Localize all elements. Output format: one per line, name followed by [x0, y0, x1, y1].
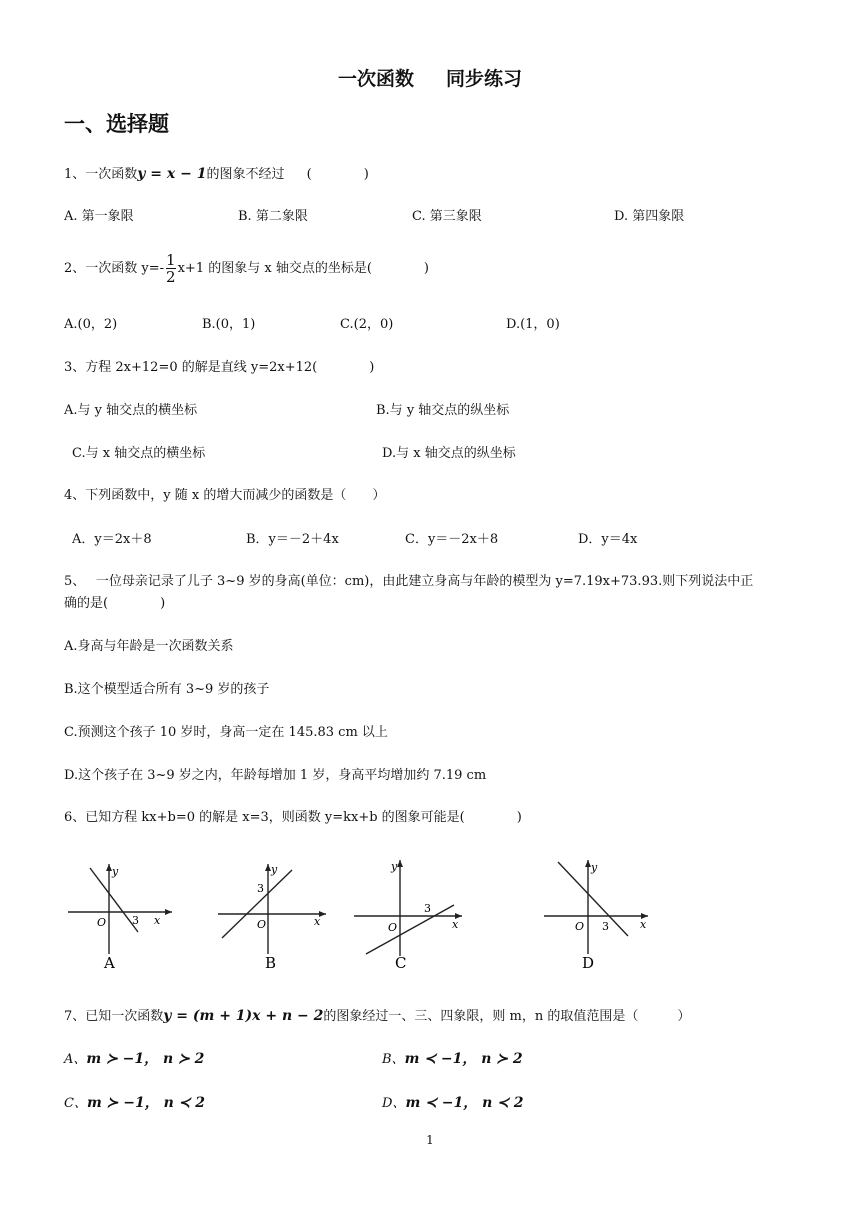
title-part-2: 同步练习 — [446, 68, 523, 90]
page-number: 1 — [426, 1133, 434, 1147]
q2-frac-den: 2 — [166, 268, 176, 286]
q7-stem-a: 7、已知一次函数 — [64, 1009, 164, 1024]
q3-stem: 3、方程 2x+12=0 的解是直线 y=2x+12( ) — [64, 360, 375, 375]
origin-label: O — [97, 916, 107, 929]
q6-figure-c — [350, 856, 470, 973]
q5-option-c: C.预测这个孩子 10 岁时，身高一定在 145.83 cm 以上 — [64, 725, 388, 740]
tick-3-label: 3 — [132, 914, 139, 927]
q4-option-d: D．y＝4x — [578, 532, 638, 547]
q1-option-b: B. 第二象限 — [238, 209, 308, 224]
y-axis-arrow — [397, 860, 403, 867]
q1-stem-b: 的图象不经过 — [206, 167, 285, 182]
page-title — [0, 64, 860, 91]
y-label: y — [391, 860, 398, 873]
q4-stem: 4、下列函数中，y 随 x 的增大而减少的函数是（ ） — [64, 488, 386, 503]
q1-option-a: A. 第一象限 — [64, 209, 134, 224]
q5-option-a: A.身高与年龄是一次函数关系 — [64, 639, 234, 654]
x-axis-arrow — [165, 909, 172, 915]
x-label: x — [154, 914, 161, 927]
q3-option-a: A.与 y 轴交点的横坐标 — [64, 403, 198, 418]
q7-option-d-expr: m ≺ −1， n ≺ 2 — [405, 1095, 524, 1111]
figure-caption: A — [104, 954, 115, 972]
q7-option-a-expr: m ≻ −1， n ≻ 2 — [86, 1051, 205, 1067]
figure-caption: D — [582, 954, 595, 972]
y-label: y — [271, 863, 278, 876]
x-label: x — [452, 918, 459, 931]
q2-stem-a: 2、一次函数 y=- — [64, 261, 165, 276]
x-label: x — [640, 918, 647, 931]
q7-option-a — [64, 1050, 204, 1069]
q5-stem-line2: 确的是( ) — [64, 596, 166, 611]
q5-option-d: D.这个孩子在 3~9 岁之内，年龄每增加 1 岁，身高平均增加约 7.19 cm — [64, 768, 487, 783]
q7-option-c-letter: C、 — [64, 1096, 87, 1111]
q7-option-d — [382, 1094, 523, 1113]
q3-option-b: B.与 y 轴交点的纵坐标 — [376, 403, 510, 418]
q5-option-b: B.这个模型适合所有 3~9 岁的孩子 — [64, 682, 270, 697]
q7-option-b-letter: B、 — [382, 1052, 405, 1067]
q1-option-d: D. 第四象限 — [614, 209, 685, 224]
q2-option-d: D.(1，0) — [506, 317, 560, 332]
q1-expr: y = x − 1 — [137, 166, 207, 182]
q3-option-d: D.与 x 轴交点的纵坐标 — [382, 446, 516, 461]
q6-figure-a — [62, 858, 177, 973]
q7-stem-b: 的图象经过一、三、四象限，则 m，n 的取值范围是（ ） — [323, 1009, 691, 1024]
q6-figure-b — [212, 858, 332, 973]
q4-option-a: A．y＝2x＋8 — [72, 532, 152, 547]
tick-3-label: 3 — [257, 882, 264, 895]
q7-option-d-letter: D、 — [382, 1096, 406, 1111]
q2-frac-num: 1 — [166, 251, 176, 269]
origin-label: O — [257, 918, 267, 931]
q7-option-c — [64, 1094, 205, 1113]
q5-stem-line1: 5、 一位母亲记录了儿子 3~9 岁的身高(单位：cm)，由此建立身高与年龄的模型为 y=7.19x+73.93.则下列说法中正 — [64, 574, 754, 589]
title-part-1: 一次函数 — [337, 68, 414, 90]
graph-line — [366, 905, 454, 954]
q2-option-c: C.(2，0) — [340, 317, 394, 332]
q7-option-b — [382, 1050, 523, 1069]
q1-option-c: C. 第三象限 — [412, 209, 482, 224]
section-heading: 一、选择题 — [64, 112, 169, 136]
q4-option-c: C．y＝－2x＋8 — [405, 532, 499, 547]
q7-option-a-letter: A、 — [64, 1052, 87, 1067]
y-label: y — [112, 865, 119, 878]
q7-option-c-expr: m ≻ −1， n ≺ 2 — [86, 1095, 205, 1111]
q7-option-b-expr: m ≺ −1， n ≻ 2 — [404, 1051, 523, 1067]
q2-option-a: A.(0，2) — [64, 317, 118, 332]
figure-caption: B — [265, 954, 277, 972]
q7-stem — [64, 1007, 690, 1026]
q1-stem — [64, 165, 369, 184]
q7-expr: y = (m + 1)x + n − 2 — [163, 1008, 324, 1024]
figure-caption: C — [395, 954, 407, 972]
q6-figure-d — [540, 856, 655, 973]
q1-stem-a: 1、一次函数 — [64, 167, 138, 182]
origin-label: O — [388, 921, 398, 934]
q2-option-b: B.(0，1) — [202, 317, 256, 332]
tick-3-label: 3 — [424, 902, 431, 915]
q3-option-c: C.与 x 轴交点的横坐标 — [72, 446, 206, 461]
q2-stem — [64, 252, 429, 285]
origin-label: O — [575, 920, 585, 933]
q2-fraction — [166, 252, 176, 285]
q4-option-b: B．y＝－2＋4x — [246, 532, 339, 547]
q2-stem-b: x+1 的图象与 x 轴交点的坐标是( ) — [177, 261, 429, 276]
q6-stem: 6、已知方程 kx+b=0 的解是 x=3，则函数 y=kx+b 的图象可能是( ) — [64, 810, 522, 825]
x-label: x — [314, 915, 321, 928]
tick-3-label: 3 — [602, 920, 609, 933]
q1-paren: ( ) — [306, 167, 369, 182]
y-label: y — [591, 861, 598, 874]
